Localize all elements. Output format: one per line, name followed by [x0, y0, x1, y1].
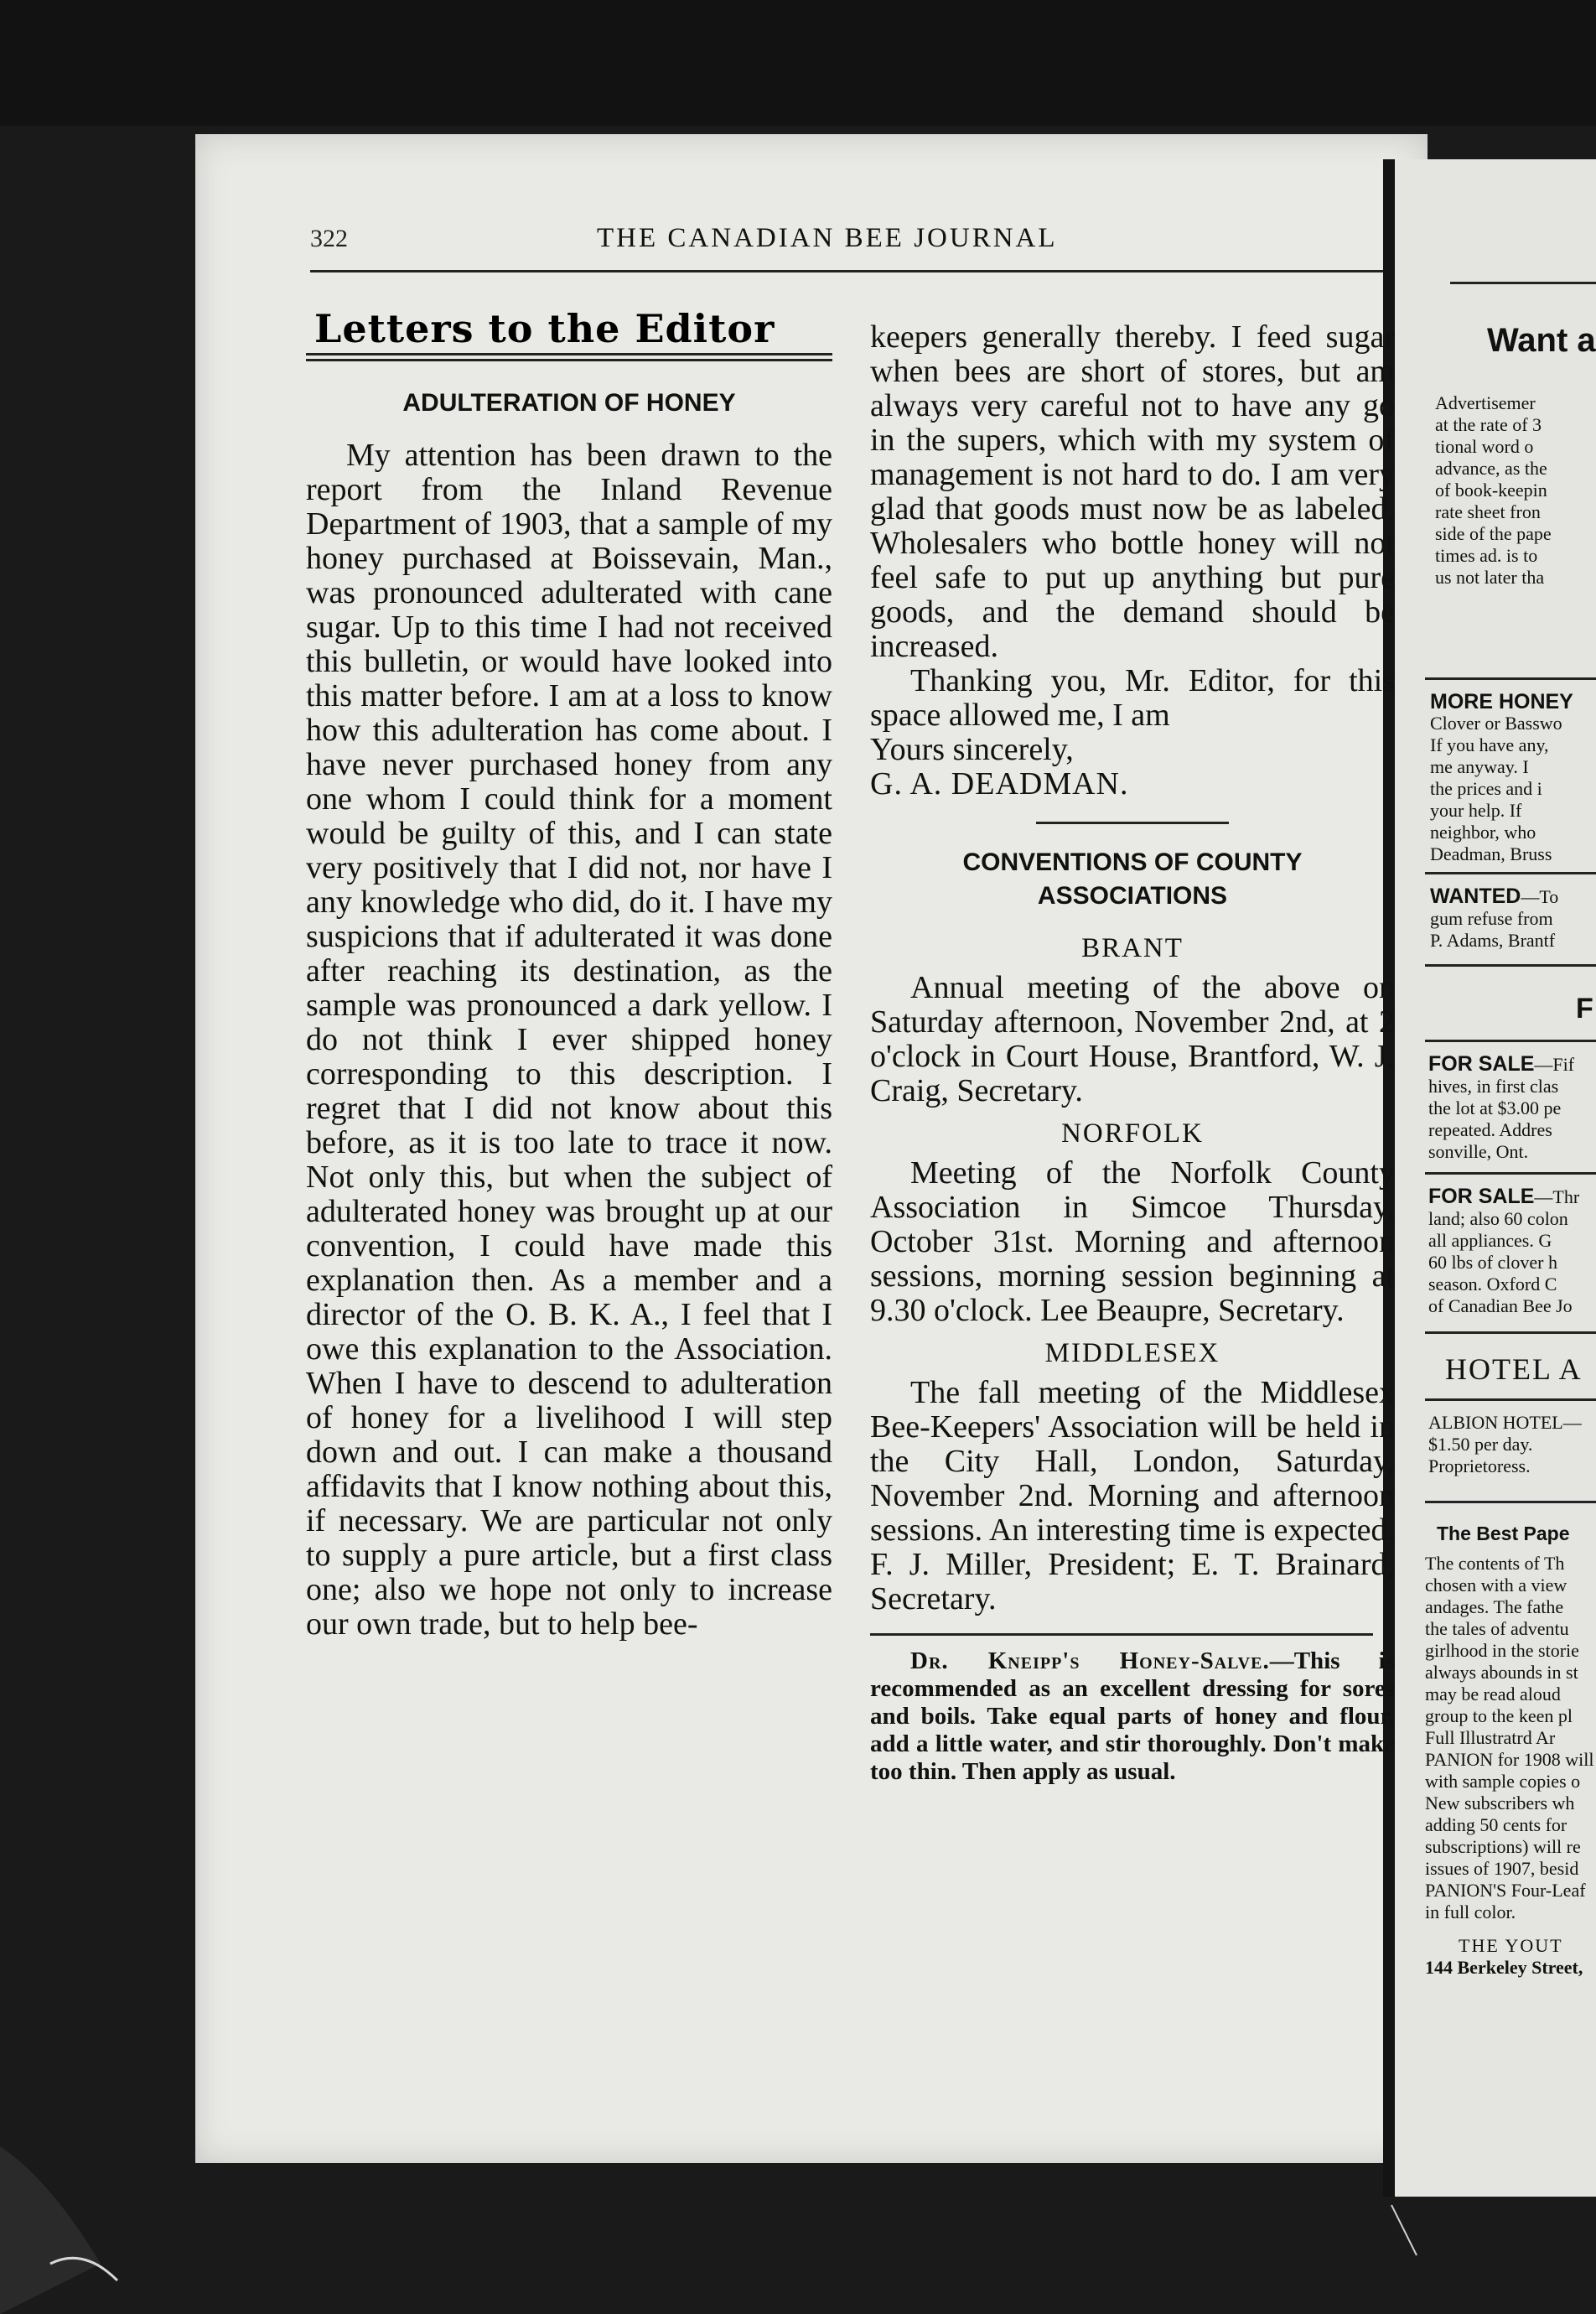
rule-2 [1425, 872, 1596, 874]
letter-continuation: keepers generally thereby. I feed sugar when bees are short of stores, but am always very careful not to have any go in the supers, which with my system of management is not hard to do. I am very glad that goods must now be as labeled. Wholesalers who bottle honey will not feel safe to put up anything but pure goods, and the demand should be increased. [870, 319, 1395, 664]
best-paper-ad: The Best Pape The contents of Th chosen with a view andages. The fathe the tales of adventu girlhood in the storie always abounds in st may be read aloud group to the keen pl Full Illustratrd Ar PANION for 1908 will with sample copies o New subscribers wh adding 50 cents for subscriptions) will re issues of 1907, besid PANION'S Four-Leaf in full color. THE YOUT 144 Berkeley Street, [1425, 1523, 1594, 1978]
letter-signature: G. A. DEADMAN. [870, 766, 1129, 802]
note-title: Dr. Kneipp's Honey-Salve. [910, 1647, 1270, 1674]
right-page-top-rule [1450, 282, 1596, 284]
for-sale-ad-2: FOR SALE—Thr land; also 60 colon all appliances. G 60 lbs of clover h season. Oxford C of Canadian Bee Jo [1428, 1185, 1580, 1316]
for-sale-ad-1: FOR SALE—Fif hives, in first clas the lot at $3.00 pe repeated. Addres sonville, Ont. [1428, 1052, 1575, 1162]
article-title: ADULTERATION OF HONEY [402, 389, 736, 417]
rule-3 [1425, 964, 1596, 967]
running-head: THE CANADIAN BEE JOURNAL [597, 223, 1058, 253]
title-double-rule [306, 353, 832, 361]
note-text: —This is recommended as an excellent dressing for sores and boils. Take equal parts of honey and flour, add a little water, and stir thoroughly. Don't make too thin. Then apply as usual. [870, 1647, 1395, 1785]
norfolk-heading: NORFOLK [1061, 1118, 1204, 1149]
hotel-ad: ALBION HOTEL— $1.50 per day. Proprietoress. [1428, 1412, 1582, 1476]
rule-5 [1425, 1172, 1596, 1175]
conventions-title: CONVENTIONS OF COUNTY ASSOCIATIONS [962, 848, 1303, 910]
more-honey-ad: MORE HONEY Clover or Basswo If you have any, me anyway. I the prices and i your help. If neighbor, who Deadman, Bruss [1430, 690, 1573, 864]
hotel-heading: HOTEL A [1445, 1352, 1583, 1386]
rule-8 [1425, 1501, 1596, 1503]
middlesex-text: The fall meeting of the Middlesex Bee-Keepers' Association will be held in the City Hall, London, Saturday, November 2nd. Morning and afternoon sessions. An interesting time is expected. F. J. Miller, President; E. T. Brainard, Secretary. [870, 1375, 1395, 1616]
right-column [870, 320, 1395, 1786]
letter-closing: Yours sincerely, [870, 732, 1074, 767]
letter-thanks: Thanking you, Mr. Editor, for this space allowed me, I am [870, 663, 1395, 733]
brant-heading: BRANT [1081, 933, 1184, 963]
middlesex-heading: MIDDLESEX [1044, 1338, 1220, 1368]
norfolk-text: Meeting of the Norfolk County Association in Simcoe Thursday, October 31st. Morning and afternoon sessions, morning session beginning at 9.30 o'clock. Lee Beaupre, Secretary. [870, 1155, 1395, 1328]
rule-4 [1425, 1040, 1596, 1042]
rule-7 [1425, 1398, 1596, 1401]
left-column [306, 306, 832, 1642]
want-heading: Want a [1487, 322, 1596, 359]
brant-text: Annual meeting of the above on Saturday afternoon, November 2nd, at 2 o'clock in Court House, Brantford, W. J. Craig, Secretary. [870, 970, 1395, 1108]
rule-1 [1425, 677, 1596, 680]
section-letter: F [1576, 993, 1593, 1025]
ad-intro: Advertisemer at the rate of 3 tional word o advance, as the of book-keepin rate sheet fron side of the pape times ad. is to us not later tha [1435, 392, 1552, 588]
department-title: Letters to the Editor [314, 306, 775, 351]
honey-salve-note [870, 1647, 1395, 1786]
page-number: 322 [310, 225, 348, 252]
header-rule [310, 270, 1383, 272]
wanted-ad: WANTED—To gum refuse from P. Adams, Brantf [1430, 885, 1559, 951]
section-rule [1036, 822, 1229, 824]
letter-body: My attention has been drawn to the report from the Inland Revenue Department of 1903, that a sample of my honey purchased at Boissevain, Man., was pronounced adulterated with cane sugar. Up to this time I had not received this bulletin, or would have looked into this matter before. I am at a loss to know how this adulteration has come about. I have never purchased honey from any one whom I could think for a moment would be guilty of this, and I can state very positively that I did not, nor have I any knowledge who did, do it. I have my suspicions that if adulterated it was done after reaching its destination, as the sample was pronounced a dark yellow. I do not think I ever shipped honey corresponding to this description. I regret that I did not know about this before, as it is too late to trace it now. Not only this, but when the subject of adulterated honey was brought up at our convention, I could have made this explanation then. As a member and a director of the O. B. K. A., I feel that I owe this explanation to the Association. When I have to descend to adulteration of honey for a livelihood I will step down and out. I can make a thousand affidavits that I know nothing about this, if necessary. We are particular not only to supply a pure article, but a first class one; also we hope not only to increase our own trade, but to help bee- [306, 438, 832, 1642]
note-rule [870, 1633, 1373, 1636]
rule-6 [1425, 1331, 1596, 1334]
